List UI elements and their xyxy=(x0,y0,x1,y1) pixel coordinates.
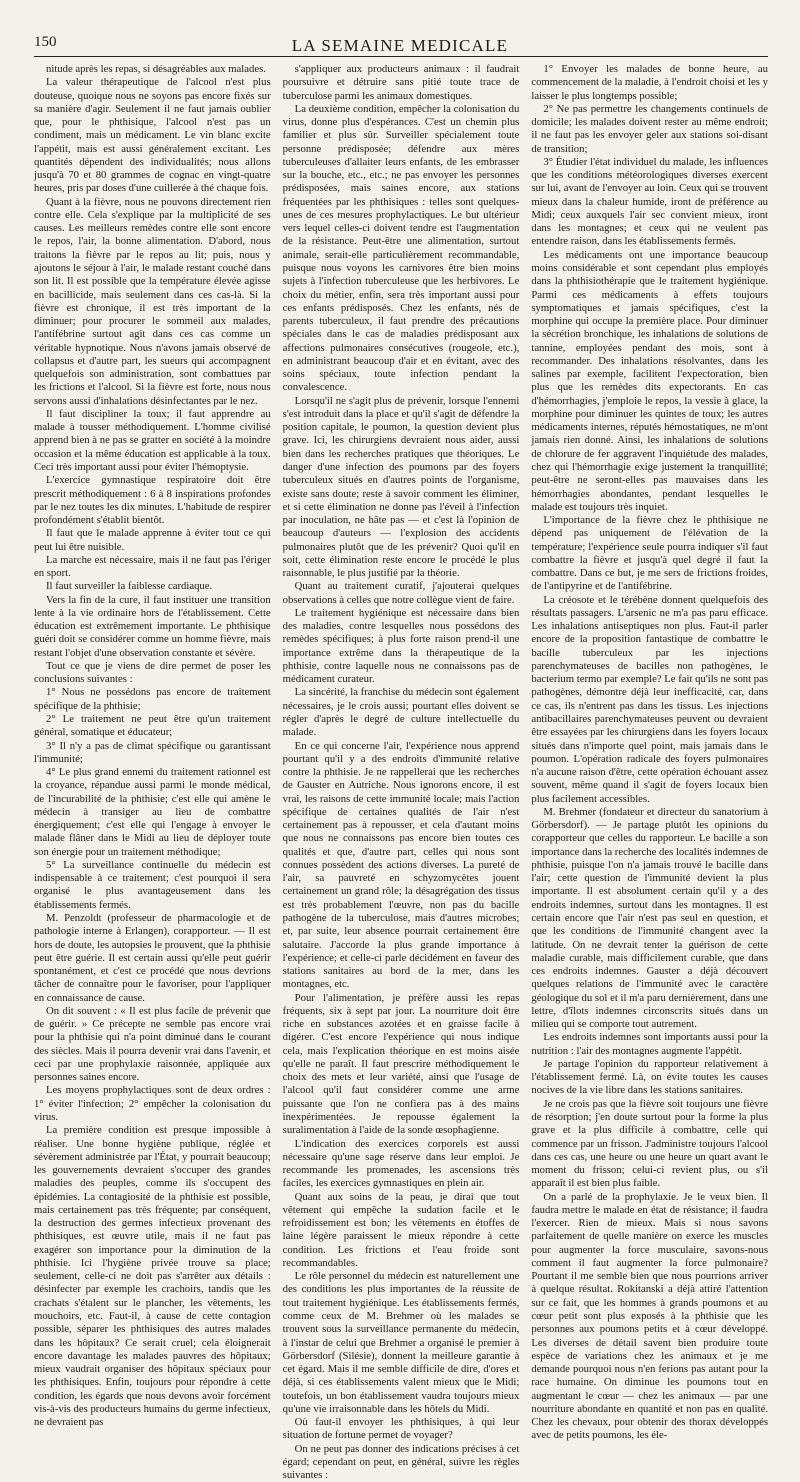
paragraph: Où faut-il envoyer les phthisiques, à qui leur situation de fortune permet de voyager? xyxy=(282,1416,520,1442)
column-left xyxy=(34,63,271,1429)
paragraph: Je partage l'opinion du rapporteur relativement à l'établissement fermé. Là, on évite toutes les causes nocives de la vie libre dans les stations sanitaires. xyxy=(531,1057,769,1097)
paragraph: 5° La surveillance continuelle du médecin est indispensable à ce traitement; c'est pourquoi il sera organisé le plus avantageusement dans les établissements fermés. xyxy=(34,858,271,911)
paragraph: nitude après les repas, si désagréables aux malades. xyxy=(46,63,266,75)
paragraph: Le rôle personnel du médecin est naturellement une des conditions les plus importantes de la réussite de tout traitement hygiénique. Les établissements fermés, comme ceux de M. Brehmer où les malades se trouvent sous la surveillance permanente du médecin, à l'instar de celui que Brehmer a organisé le premier à Görbersdorf (Silésie), donnent la meilleure garantie à cet égard. Mais il me semble difficile de dire, d'ores et déjà, si ces établissements valent mieux que le Midi; toutefois, un bon établissement vaudra toujours mieux qu'une vie irraisonnable dans les hôtels du Midi. xyxy=(282,1270,520,1415)
paragraph: 1° Envoyer les malades de bonne heure, au commencement de la maladie, à l'endroit choisi et les y laisser le plus longtemps possible; xyxy=(531,63,769,102)
paragraph: Les médicaments ont une importance beaucoup moins considérable et sont cependant plus employés dans la phthisiothérapie que le traitement hygiénique. Parmi ces médicaments à effets toujours symptomatiques et jamais spécifiques, c'est la morphine qui occupe la première place. Pour diminuer la sécrétion bronchique, les inhalations de solutions de tannine, employées pendant des mois, sont à recommander. Des inhalations résolvantes, dans les salines par exemple, facilitent l'expectoration, bien plus que les remèdes dits expectorants. En cas d'hémorrhagies, j'emploie le repos, la vessie à glace, la morphine pour diminuer les quintes de toux; les autres médicaments internes, réputés hémostatiques, ne m'ont jamais rien donné. Ainsi, les inhalations de solutions de chlorure de fer aggravent l'inquiétude des malades, chez qui l'hémorrhagie exige justement la tranquillité; peut-être ne seront-elles pas mauvaises dans les hémorrhagies abondantes, pendant lesquelles le malade est toujours très inquiet. xyxy=(531,248,769,513)
paragraph: On ne peut pas donner des indications précises à cet égard; cependant on peut, en général, suivre les règles suivantes : xyxy=(282,1442,520,1482)
text-columns xyxy=(34,63,769,1482)
paragraph: Pour l'alimentation, je préfère aussi les repas fréquents, six à sept par jour. La nourriture doit être riche en substances azotées et en graisse facile à digérer. C'est encore l'expérience qui nous indique cela, mais l'explication théorique en est moins aisée qu'elle ne paraît. Il faut prescrire méthodiquement le choix des mets et leur variété, ainsi que l'usage de l'alcool qu'il faut considérer comme une arme puissante que l'on ne confiera pas à des mains inexpérimentées. Je repousse également la suralimentation à l'aide de la sonde œsophagienne. xyxy=(282,991,520,1137)
paragraph: La créosote et le térébène donnent quelquefois des résultats passagers. L'arsenic ne m'a pas paru efficace. Les inhalations antiseptiques non plus. Faut-il parler encore de la proposition fantastique de combattre le bacille tuberculeux par les injections parenchymateuses de bacilles non pathogènes, le bacterium termo par exemple? Le fait qu'ils ne sont pas pathogènes, démontre déjà leur inefficacité, car, dans ce cas, ils n'entrent pas dans les tissus. Les injections antibacillaires parenchymateuses peuvent ou devraient être essayées par les chirurgiens dans les foyers locaux situés dans n'importe quel point, mais jamais dans le poumon. L'opération radicale des foyers pulmonaires n'a aucune raison d'être, cette opération échouant assez souvent, même quand il s'agit de foyers locaux bien plus facilement accessibles. xyxy=(531,593,769,805)
paragraph: M. Penzoldt (professeur de pharmacologie et de pathologie interne à Erlangen), corapporteur. — Il est hors de doute, les autopsies le prouvent, que la phthisie peut être guérie. Il est certain aussi qu'elle peut guérir spontanément, et c'est ce procédé que nous devrions tâcher de connaître pour le favoriser, pour l'appliquer en connaissance de cause. xyxy=(34,912,271,1004)
paragraph: 3° Étudier l'état individuel du malade, les influences que les conditions météorologiques diverses exercent sur lui, avant de l'envoyer au loin. Ceux qui se trouvent mieux dans la chaleur humide, iront de préférence au Midi; ceux auxquels l'air sec convient mieux, iront dans les montagnes; et ceux qui ne veulent pas entendre raison, dans les établissements fermés. xyxy=(531,155,769,248)
paragraph: 4° Le plus grand ennemi du traitement rationnel est la croyance, répandue aussi parmi le monde médical, de l'incurabilité de la phthisie; c'est elle qui amène le médecin à transiger au lieu de combattre énergiquement; c'est elle qui l'engage à envoyer le malade flâner dans le Midi au lieu de déployer toute son énergie pour un traitement méthodique; xyxy=(34,766,271,858)
paragraph: Il faut surveiller la faiblesse cardiaque. xyxy=(46,580,213,593)
paragraph: Il faut discipliner la toux; il faut apprendre au malade à tousser méthodiquement. L'homme civilisé apprend bien à ne pas se gratter en société à la moindre occasion et la même éducation est applicable à la toux. Ceci très important aussi pour éviter l'hémoptysie. xyxy=(34,407,271,473)
paragraph: On dit souvent : « Il est plus facile de prévenir que de guérir. » Ce précepte ne semble pas encore vrai pour la phthisie qui n'a point diminué dans le courant des siècles. Mais il pourra devenir vrai dans l'avenir, et ceci par une prophylaxie raisonnée, appliquée aux personnes saines encore. xyxy=(34,1004,271,1084)
paragraph: Quant à la fièvre, nous ne pouvons directement rien contre elle. Cela s'explique par la multiplicité de ses causes. Les meilleurs remèdes contre elle sont encore le repos, l'air, la bonne alimentation. D'abord, nous traitons la fièvre par le repos au lit; puis, nous y ajoutons le séjour à l'air, le malade restant couché dans son lit. Il est possible que la température élevée agisse en bacillicide, mais seulement dans ces cas-là. Si la fièvre est chronique, il est très important de la diminuer; pour procurer le sommeil aux malades, l'antifébrine surtout agit dans ces cas comme un véritable hypnotique. Nous n'avons jamais observé de collapsus et d'autre part, les sueurs qui accompagnent quelquefois son administration, sont combattues par les frictions et l'alcool. Si la fièvre est forte, nous nous servons aussi d'inhalations désinfectantes par le nez. xyxy=(34,195,271,407)
paragraph: Il faut que le malade apprenne à éviter tout ce qui peut lui être nuisible. xyxy=(34,527,271,553)
paragraph: Le traitement hygiénique est nécessaire dans bien des maladies, contre lesquelles nous possédons des remèdes spécifiques; à plus forte raison prend-il une importance extrême dans la thérapeutique de la phthisie, contre laquelle nous ne connaissons pas de médicament curateur. xyxy=(282,606,520,686)
paragraph: La première condition est presque impossible à réaliser. Une bonne hygiène publique, réglée et sévèrement administrée par l'État, y pourrait beaucoup; les gouvernements devraient s'occuper des grandes maladies des peuples, comme ils s'occupent des épidémies. La contagiosité de la phthisie est possible, mais certainement pas très fréquente; par conséquent, la destruction des germes infectieux provenant des phthisiques, est œuvre utile, mais il ne faut pas exagérer son importance pour la diminution de la phthisie. Ici l'hygiène privée trouve sa place; seulement, celle-ci ne doit pas s'arrêter aux détails : désinfecter par exemple les crachoirs, tandis que les crachats s'étalent sur le plancher, les vêtements, les mouchoirs, etc. Faut-il, à cause de cette contagion possible, séparer les phthisiques des autres malades dans les hôpitaux? Ce serait cruel; cela éloignerait encore davantage les malades pauvres des hôpitaux; mieux vaudrait organiser des hôpitaux spéciaux pour les phthisiques. Enfin, toujours pour répondre à cette condition, les égards que nous devons avoir forcément vis-à-vis des producteurs humains du germe infectieux, ne devraient pas xyxy=(34,1124,271,1429)
paragraph: 2° Le traitement ne peut être qu'un traitement général, somatique et éducateur; xyxy=(34,713,271,739)
paragraph: L'indication des exercices corporels est aussi nécessaire qu'une sage réserve dans leur emploi. Je recommande les promenades, les ascensions très faciles, les exercices gymnastiques en plein air. xyxy=(282,1137,520,1190)
paragraph: Je ne crois pas que la fièvre soit toujours une fièvre de résorption; j'en doute surtout pour la forme la plus grave et la plus difficile à combattre, celle qui commence par un frisson. J'administre toujours l'alcool dans ces cas, une heure ou une heure un quart avant le moment du frisson; celui-ci revient plus, ou s'il apparaît il est bien plus faible. xyxy=(531,1097,769,1190)
paragraph: La deuxième condition, empêcher la colonisation du virus, donne plus d'espérances. C'est un chemin plus familier et plus sûr. Surveiller spécialement toute personne prédisposée; défendre aux mères tuberculeuses d'allaiter leurs enfants, de les embrasser sur la bouche, etc., etc.; ne pas envoyer les personnes prédisposées, mais saines encore, aux stations fréquentées par les phthisiques : telles sont quelques-unes de ces mesures prophylactiques. Le but ultérieur vers lequel celles-ci doivent tendre est l'augmentation de la résistance. Peut-être une alimentation, surtout animale, serait-elle particulièrement recommandable, puisque nous voyons les carnivores être bien moins sujets à l'infection tuberculeuse que les herbivores. Le choix du métier, enfin, sera très important aussi pour ces enfants prédisposés. Chez les enfants, nés de parents tuberculeux, il faut prendre des précautions spéciales dans le cas de maladies prédisposant aux affections pulmonaires consécutives (rougeole, etc.), en administrant beaucoup d'air et en évitant, avec des soins spéciaux, toute infection pendant la convalescence. xyxy=(282,102,520,394)
column-right xyxy=(531,63,769,1442)
paragraph: L'exercice gymnastique respiratoire doit être prescrit méthodiquement : 6 à 8 inspirations profondes par le nez toutes les dix minutes. L'habitude de respirer profondément s'établit bientôt. xyxy=(34,474,271,527)
paragraph: La marche est nécessaire, mais il ne faut pas l'ériger en sport. xyxy=(34,553,271,580)
paragraph: 2° Ne pas permettre les changements continuels de domicile; les malades doivent rester au même endroit; il ne faut pas les envoyer geler aux stations soi-disant de transition; xyxy=(531,102,769,155)
paragraph: On a parlé de la prophylaxie. Je le veux bien. Il faudra mettre le malade en état de résistance; il faudra l'exercer. Rien de mieux. Mais si nous savons parfaitement de quelle manière on exerce les muscles pour augmenter la force musculaire, savons-nous comment il faut augmenter la force pulmonaire? Pourtant il me semble bien que nous pourrions arriver à quelque résultat. Rokitanski a déjà attiré l'attention sur ce fait, que les hommes à grands poumons et au cœur petit sont plus exposés à la phthisie que les personnes aux poumons petits et à cœur développé. Les diverses de détail savent bien produire toute espèce de variations chez les animaux et je me demande pourquoi nous n'en ferions pas autant pour la race humaine. On diminue les poumons tout en augmentant le cœur — chez les animaux — par une nourriture abondante en quantité et non pas en qualité. Chez les chevaux, pour obtenir des thorax développés avec de petits poumons, les éle- xyxy=(531,1190,769,1442)
paragraph: 3° Il n'y a pas de climat spécifique ou garantissant l'immunité; xyxy=(34,739,271,765)
column-middle xyxy=(282,63,520,1482)
paragraph: Les endroits indemnes sont importants aussi pour la nutrition : l'air des montagnes augmente l'appétit. xyxy=(531,1031,769,1057)
paragraph: Les moyens prophylactiques sont de deux ordres : 1° éviter l'infection; 2° empêcher la colonisation du virus. xyxy=(34,1084,271,1123)
paragraph: En ce qui concerne l'air, l'expérience nous apprend pourtant qu'il y a des endroits d'immunité relative contre la phthisie. Je ne rappellerai que les recherches de Gauster en Autriche. Nous ignorons encore, il est vrai, les raisons de cette immunité locale; mais l'action spécifique de certaines qualités de l'air n'est certainement pas à repousser, et cela d'autant moins que nous ne connaissons pas encore bien toutes ces qualités et que, d'autre part, celles qui nous sont connues possèdent des actions diverses. La pureté de l'air, sa pauvreté en schyzomycètes jouent certainement un grand rôle; la désagrégation des tissus est très probablement l'œuvre, non pas du bacille pathogène de la tuberculose, mais d'autres microbes; et, par suite, leur absence pourrait certainement être salutaire. J'accorde la plus grande importance à l'expérience; et celle-ci parle décidément en faveur des stations sanitaires au bord de la mer, dans les montagnes, etc. xyxy=(282,739,520,991)
page-number: 150 xyxy=(34,34,57,50)
paragraph: Vers la fin de la cure, il faut instituer une transition lente à la vie ordinaire hors de l'établissement. Cette éducation est extrêmement importante. Le phthisique guéri doit se considérer comme un homme fièvre, mais restant l'objet d'une observation constante et sévère. xyxy=(34,593,271,659)
paragraph: Tout ce que je viens de dire permet de poser les conclusions suivantes : xyxy=(34,659,271,686)
paragraph: 1° Nous ne possédons pas encore de traitement spécifique de la phthisie; xyxy=(34,686,271,712)
paragraph: La sincérité, la franchise du médecin sont également nécessaires, je le crois aussi; pourtant elles doivent se régler d'après le degré de culture intellectuelle du malade. xyxy=(282,686,520,739)
paragraph: Quant au traitement curatif, j'ajouterai quelques observations à celles que notre collègue vient de faire. xyxy=(282,580,520,606)
running-head xyxy=(34,34,768,57)
paragraph: s'appliquer aux producteurs animaux : il faudrait poursuivre et détruire sans pitié toute trace de tuberculose parmi les animaux domestiques. xyxy=(282,63,520,102)
paragraph: Lorsqu'il ne s'agit plus de prévenir, lorsque l'ennemi s'est introduit dans la place et qu'il s'agit de défendre la position capitale, le poumon, la question devient plus grave. Ici, les chirurgiens devraient nous aider, aussi bien dans les recherches pratiques que théoriques. Le danger d'une infection des poumons par des foyers tuberculeux situés en d'autres points de l'organisme, existe sans doute; reste à savoir comment les éliminer, et si cette élimination ne donne pas l'éveil à l'infection par inoculation, ne hâte pas — et c'est là l'opinion de beaucoup d'auteurs — l'explosion des accidents pulmonaires plutôt que de les prévenir? Quoi qu'il en soit, cette élimination reste encore le procédé le plus raisonnable, le plus justifié par la théorie. xyxy=(282,394,520,580)
paragraph: Quant aux soins de la peau, je dirai que tout vêtement qui empêche la sudation facile et le refroidissement est bon; les vêtements en étoffes de laine légère paraissent le mieux répondre à cette condition. Les frictions et l'eau froide sont recommandables. xyxy=(282,1190,520,1269)
paragraph: La valeur thérapeutique de l'alcool n'est plus douteuse, quoique nous ne soyons pas encore fixés sur sa manière d'agir. Seulement il ne faut jamais oublier que, pour le phthisique, l'alcool n'est pas un condiment, mais un médicament. Le vin blanc excite l'appétit, mais est aussi généralement excitant. Les quantités dépendent des individualités; nous allons jusqu'à 70 et 80 grammes de cognac en vingt-quatre heures, pris par doses d'une cuillerée à thé chaque fois. xyxy=(34,76,271,195)
journal-title: LA SEMAINE MEDICALE xyxy=(291,36,509,55)
paragraph: M. Brehmer (fondateur et directeur du sanatorium à Görbersdorf). — Je partage plutôt les opinions du corapporteur que celles du rapporteur. Le bacille a son importance dans la recherche des localités indemnes de phthisie, puisque l'on n'a jamais trouvé le bacille dans l'air; cette question de l'immunité devient la plus importante. Il est absolument certain qu'il y a des endroits indemnes, surtout dans les montagnes. Il est certain encore que l'air n'est pas seul en question, et que les conditions de l'immunité changent avec la latitude. On ne devrait tenter la guérison de cette maladie curable, mais difficilement curable, que dans ces endroits indemnes. Gauster a déjà découvert quelques relations de l'immunité avec le caractère géologique du sol et il m'a paru dernièrement, dans une lettre, d'îlots indemnes circonscrits situés dans un milieu qui se comporte tout autrement. xyxy=(531,805,769,1031)
paragraph: L'importance de la fièvre chez le phthisique ne dépend pas uniquement de l'élévation de la température; l'expérience seule pourra indiquer s'il faut combattre la fièvre et jusqu'à quel degré il faut la combattre. Dans ce but, je me sers de frictions froides, de l'antipyrine et de l'antifébrine. xyxy=(531,514,769,593)
